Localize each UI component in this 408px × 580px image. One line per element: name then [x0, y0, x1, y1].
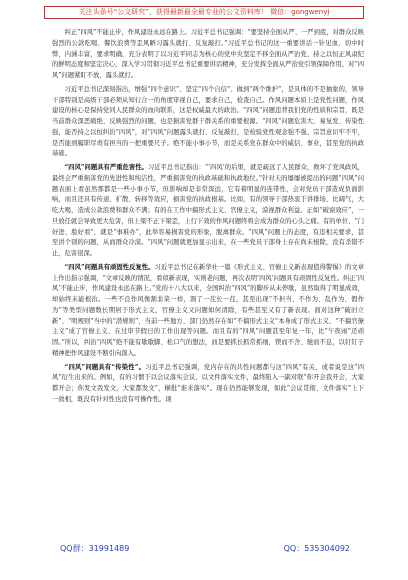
- paragraph-text: 习近平总书记深刻指出，增强“四个意识”、坚定“四个自信”、做到“两个维护”，是具体的不是抽象的，领导干部特别是高级干部必须从知行合一的角度审视自己，要求自己，检查自己。作风问题本质上是党性问题，作风建设的核心是保持党同人民群众的血肉联系，这是权威最大的政治。“四风”问题违背我们党的性质和宗旨，既是当前群众深恶痛绝、反映强烈的问题，也是损害党群干群关系的重要根源。“四风”问题危害大、易复发、传染性强，能否持之以恒纠治“四风”，对“四风”问题露头就打、反复敲打，是检验党性观念强不强、宗旨意识牢不牢，是否能到履职尽责有担当的一把重要尺子。绝不能小事小节，而是关系党在群众中的威信、事业，甚至党的执政基础。: [52, 85, 364, 158]
- footer-contact-bar: [60, 541, 350, 557]
- paragraph-text: 习近平总书记指出：“‘四风’的后果，就是疏远了人民群众，败坏了党风政风，最终会严重损害党的先进性和纯洁性，严重损害党的执政基础和执政地位。”针对天的屡屡被提出的问题“四风”问题表面上看虽然那都是一些小事小节，但影响却是非常深远，它有着明显的连带性，会对党员干部造成负面影响，而且还具有传递、扩散、转移等效应，损害党的执政根基。比如，有的领导干部热衷于讲排场、比阔气，大吃大喝，造成公款浪费和群众不满；有的在工作中搞形式主义、官僚主义，漠视群众利益。正如“破窗效应”，一旦放任就会导致更大危害，但上梁不正下梁歪，上行下效的作风问题终将会成为群众的心头之痛。有的单位、“门好进、脸好看”，就是“事难办”，此举容易损害党的形象，脱离群众。“四风”问题上的态度，有违相关要求，甚至讲个别的问题，从而群众冷漠。“四风”问题就更加显示出来，在一些党员干部身上存在尚未根除，没有杀错不止，危害很深。: [52, 164, 364, 257]
- document-body: [52, 28, 364, 534]
- body-paragraph: [52, 363, 364, 406]
- footer-qq-number: QQ：535304092: [283, 544, 350, 553]
- footer-qq-group: QQ群：31991489: [60, 544, 130, 553]
- paragraph-text: 纠正“四风”不能止步，作风建设永远在路上。习近平总书记强调：“要坚持全面从严、一严到底，对群众反映强烈的公款吃喝、餐饮浪费等歪风陋习露头就打、反复敲打。”习近平总书记的这一重要讲话一针见血、切中时弊，内涵丰富，要求明确，充分表明了以习近平同志为核心的党中央坚定不移全面从严治党、持之以恒正风肃纪的鲜明态度和坚定决心，深入学习贯彻习近平总书记重要讲话精神，充分发挥全面从严治党引领保障作用，对“四风”问题紧盯不放、露头就打。: [52, 29, 364, 79]
- body-paragraph: [52, 85, 364, 160]
- paragraph-lead: “四风”问题具有严重危害性。: [64, 164, 148, 171]
- paragraph-text: 习近平总书记在新华社一篇《形式主义、官僚主义新表现值得警惕》的文章上作出指示强调，“文章反映的情况，看似新表现，实则老问题，再次表明‘四风’问题具有顽固性反复性。纠正‘四风’不能止步，作风建设永远在路上。”党的十八大以来，全国纠治“四风”的脚步从未停歇，虽然取得了明显成效，却始终未能根治。一些不良作风像割韭菜一样，割了一茬长一茬，甚至出现“不担当、不作为、乱作为、假作为”等类型问题数长期居于形式主义，官僚主义又问题如何清除，有些甚至又有了新表现。面对这种“破旧立新”、“明规则”当中的“潜规则”，当前一些地方、部门仍然存在如“不搞形式主义”本身成了形式主义、“不搞官僚主义”成了官僚主义、在过审节假日的工作出现等问题。而且有的“四风”问题甚至年复一年，比“午夜雨”还顽固。”所以，纠治“四风”绝不能有歇歇脚、松口气的想法，而是要抓长抓常抓细，锲而不舍、驰而不息，以钉钉子精神把作风建设不断引向深入。: [52, 263, 364, 357]
- body-paragraph: [52, 163, 364, 260]
- paragraph-lead: “四风”问题具有“传染性”。: [64, 363, 146, 371]
- body-paragraph: [52, 28, 364, 82]
- paragraph-lead: “四风”问题具有顽固性反复性。: [64, 263, 155, 271]
- body-paragraph: [52, 263, 364, 360]
- header-banner: 关注头条号“公文研究”，获得最新最全最专业的公文资料库！ 微信：gongwenyj: [44, 6, 364, 19]
- paragraph-text: 习近平总书记强调，党内存在的共性问题都与这“四风”有关，或者说是这“四风”衍生出来的。例如，有的习惯于以会议落实会议，以文件落实文件，最终陷入一副对联“你开会我开会，大家都开会；你发文我发文，大家都发文”，横批“谁来落实”。现在仍然能够发现，如此“会议贯彻、文件落实”上下一致相，既没有针对性也没有可操作性。现: [52, 363, 364, 403]
